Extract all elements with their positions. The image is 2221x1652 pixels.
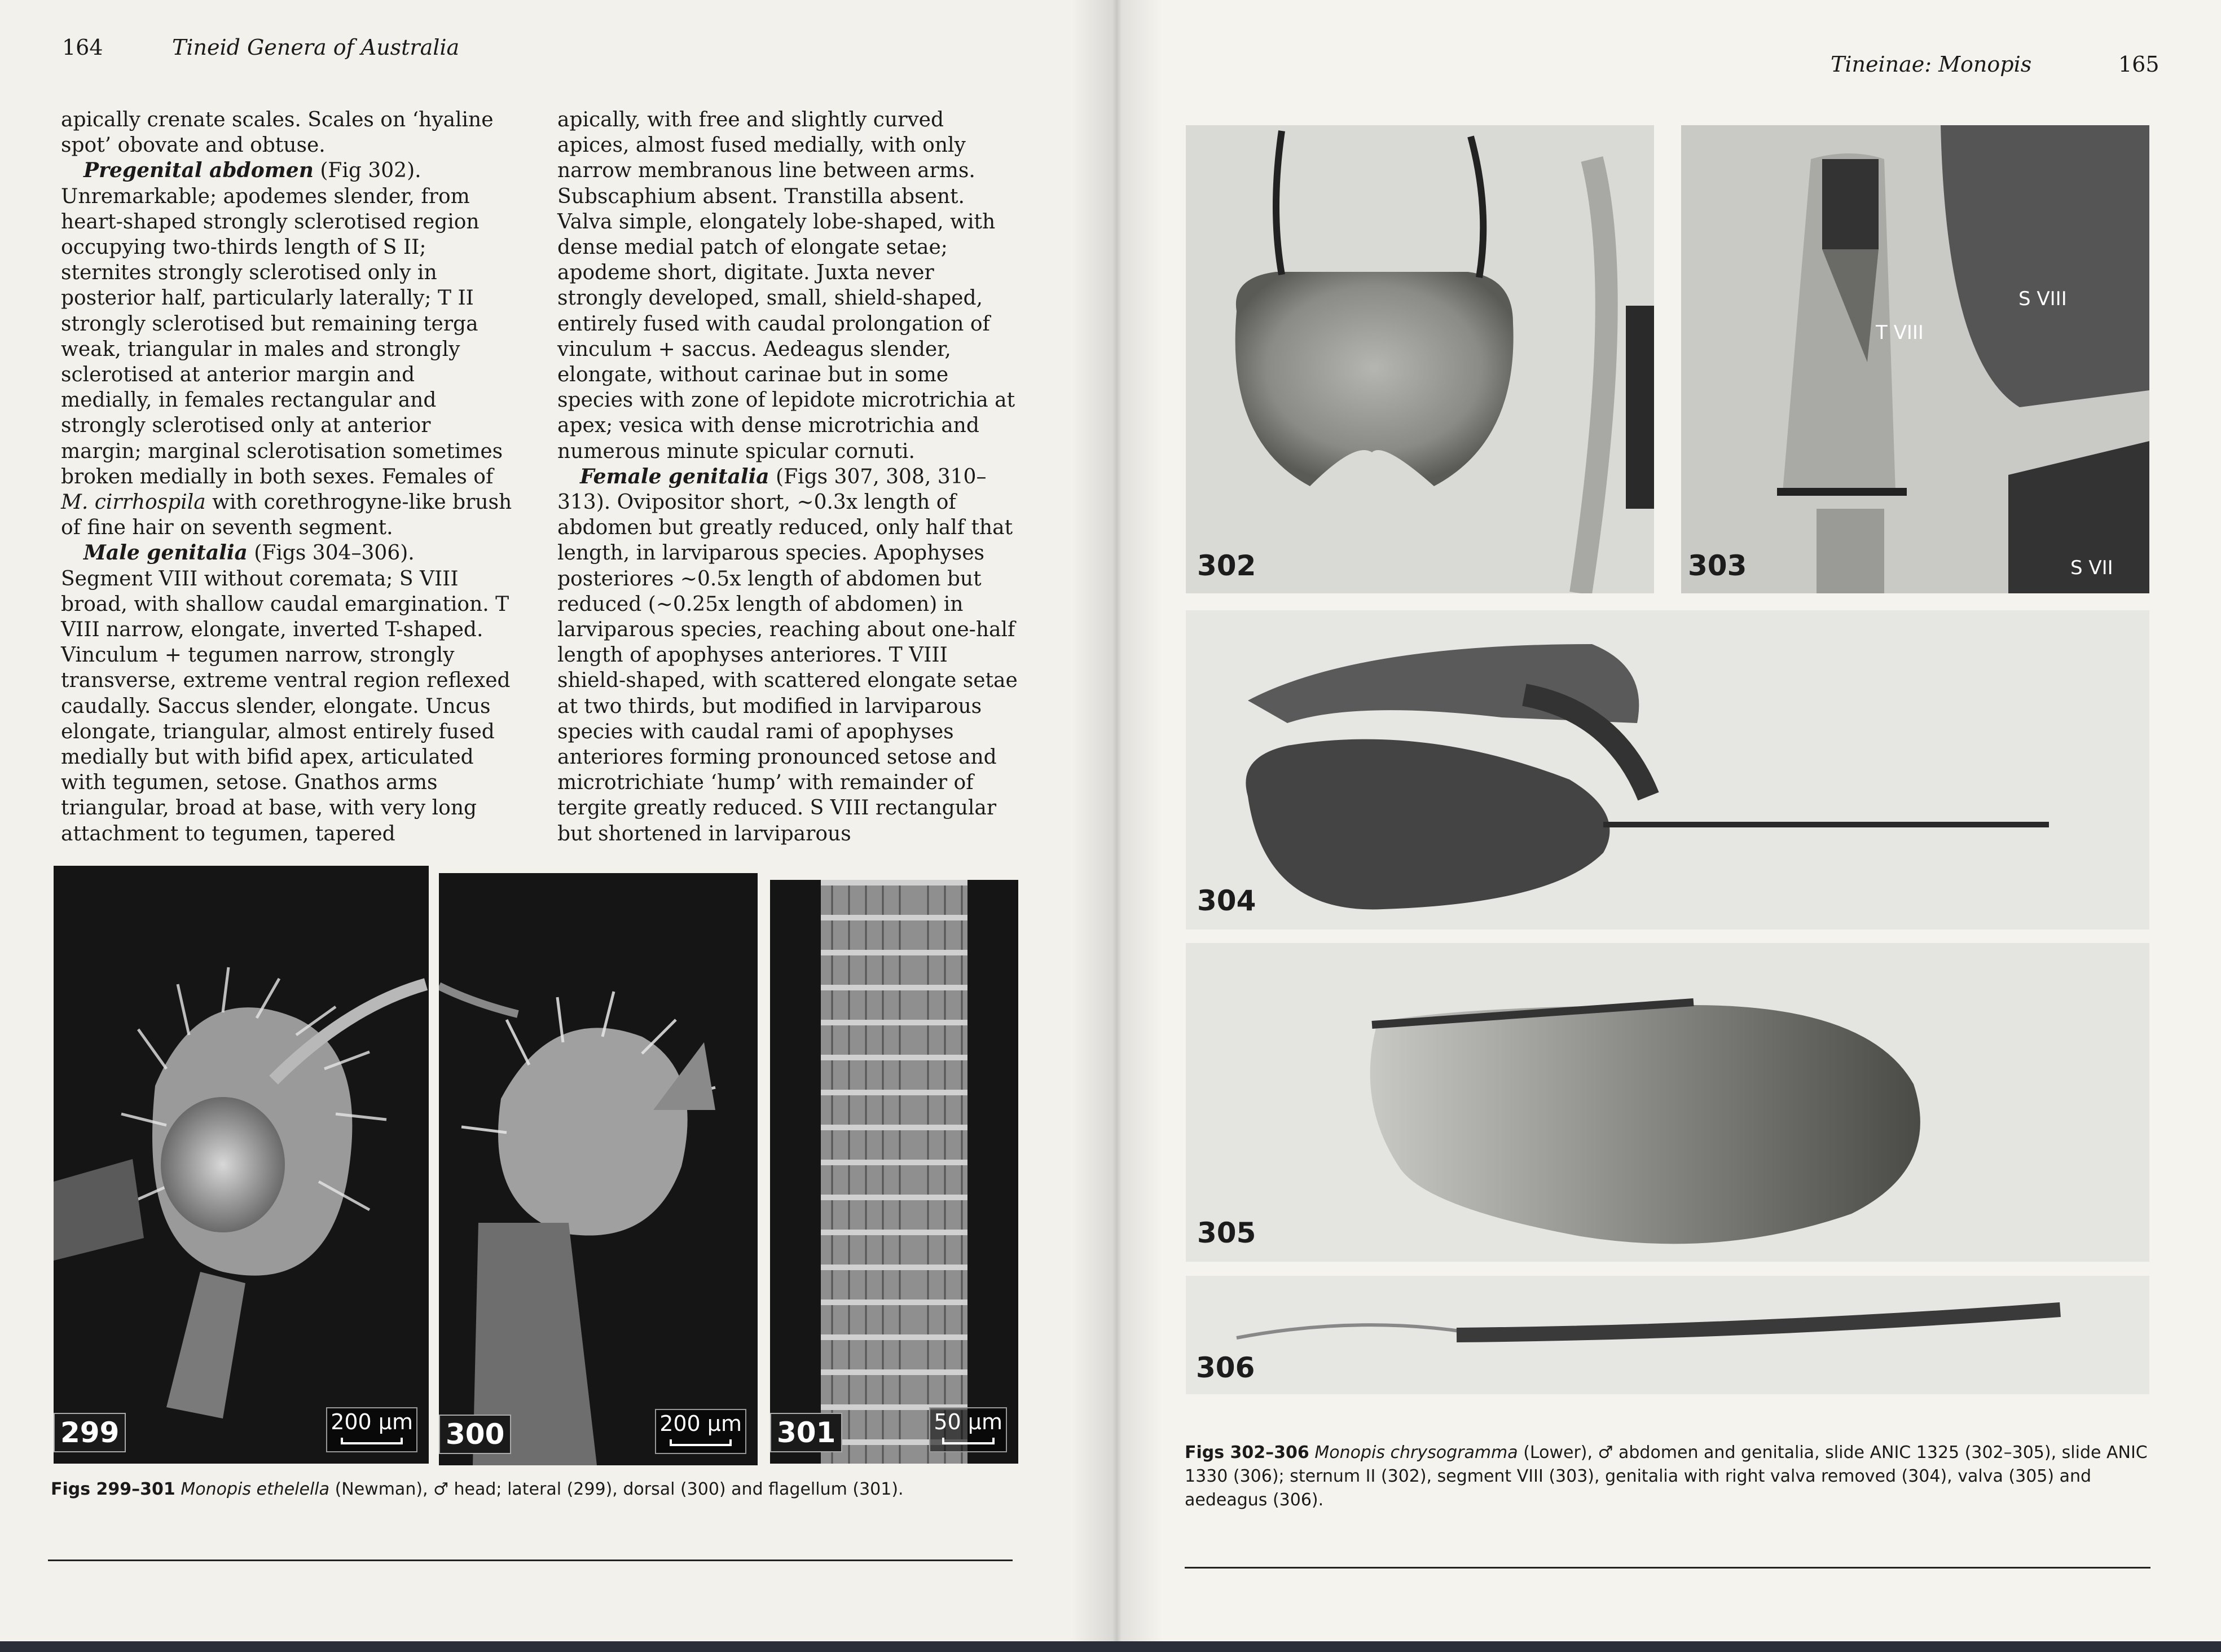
paragraph-female-genitalia: Female genitalia (Figs 307, 308, 310–313). Ovipositor short, ~0.3x length of abdomen but greatly reduced, only half that length, in larviparous species. Apophyses posteriores ~0.5x length of abdomen but reduced (~0.25x length of abdomen) in larviparous species, reaching about one-half length of apophyses anteriores. T VIII shield-shaped, with scattered elongate setae at two thirds, but modified in larviparous species with caudal rami of apophyses anteriores forming pronounced setose and microtrichiate ‘hump’ with remainder of tergite greatly reduced. S VIII rectangular but shortened in larviparous [557, 464, 1018, 845]
segment-viii-micrograph-image [1681, 125, 2149, 593]
sem-head-dorsal-image [439, 873, 758, 1465]
figure-302-photo [1186, 125, 1654, 593]
valva-micrograph-image [1186, 943, 2149, 1262]
figure-306-photo [1186, 1276, 2149, 1394]
aedeagus-micrograph-image [1186, 1276, 2149, 1394]
species-name: M. cirrhospila [61, 491, 206, 514]
figure-number: 299 [54, 1413, 126, 1452]
left-page [0, 0, 1117, 1641]
sem-flagellum-image [770, 880, 1018, 1464]
paragraph-male-genitalia: Male genitalia (Figs 304–306). Segment VIII without coremata; S VIII broad, with shallow caudal emargination. T VIII narrow, elongate, inverted T-shaped. Vinculum + tegumen narrow, strongly transverse, extreme ventral region reflexed caudally. Saccus slender, elongate. Uncus elongate, triangular, almost entirely fused medially but with bifid apex, articulated with tegumen, setose. Gnathos arms triangular, broad at base, with very long attachment to tegumen, tapered [61, 541, 511, 845]
figure-number: 302 [1197, 549, 1256, 582]
running-head: Tineid Genera of Australia [172, 35, 460, 60]
figure-299-photo [54, 866, 429, 1464]
sternum-viii-label: S VIII [2018, 288, 2067, 310]
sem-head-lateral-image [54, 866, 429, 1464]
section-heading: Pregenital abdomen [83, 158, 314, 183]
paragraph: apically, with free and slightly curved apices, almost fused medially, with only narrow membranous line between arms. Subscaphium absent. Transtilla absent. Valva simple, elongately lobe-shaped, with dense medial patch of elongate setae; apodeme short, digitate. Juxta never strongly developed, small, shield-shaped, entirely fused with caudal prolongation of vinculum + saccus. Aedeagus slender, elongate, without carinae but in some species with zone of lepidote microtrichia at apex; vesica with dense microtrichia and numerous minute spicular cornuti. [557, 108, 1015, 463]
figure-caption: Figs 302–306 Monopis chrysogramma (Lower), ♂ abdomen and genitalia, slide ANIC 1325 (302–305), slide ANIC 1330 (306); sternum II (302), segment VIII (303), genitalia with right valva removed (304), valva (305) and aedeagus (306). [1185, 1443, 2148, 1510]
right-page [1117, 0, 2221, 1641]
figure-number: 301 [770, 1413, 842, 1452]
page-number: 164 [62, 35, 103, 60]
figure-number: 303 [1688, 549, 1747, 582]
figure-number: 300 [439, 1415, 511, 1454]
sternum-micrograph-image [1186, 125, 1654, 593]
page-rule [48, 1560, 1013, 1561]
figure-304-photo [1186, 610, 2149, 929]
paragraph-pregenital: Pregenital abdomen (Fig 302). Unremarkable; apodemes slender, from heart-shaped strongly sclerotised region occupying two-thirds length of S II; sternites strongly sclerotised only in posterior half, particularly laterally; T II strongly sclerotised but remaining terga weak, triangular in males and strongly sclerotised at anterior margin and medially, in females rectangular and strongly sclerotised only at anterior margin; marginal sclerotisation sometimes broken medially in both sexes. Females of M. cirrhospila with corethrogyne-like brush of fine hair on seventh segment. [61, 158, 512, 540]
page-number: 165 [2118, 52, 2160, 77]
tergum-viii-label: T VIII [1876, 321, 1924, 344]
scale-bar: 200 µm [326, 1407, 417, 1452]
book-gutter [1072, 0, 1162, 1641]
scale-bar: 50 µm [929, 1407, 1007, 1452]
figure-number: 305 [1197, 1217, 1256, 1249]
figure-caption: Figs 299–301 Monopis ethelella (Newman), ♂ head; lateral (299), dorsal (300) and flagellum (301). [51, 1479, 904, 1499]
genitalia-micrograph-image [1186, 610, 2149, 929]
page-rule [1185, 1567, 2150, 1569]
figure-301-photo [770, 880, 1018, 1464]
section-heading: Female genitalia [580, 464, 769, 488]
paragraph: apically crenate scales. Scales on ‘hyaline spot’ obovate and obtuse. [61, 108, 494, 157]
sternum-vii-label: S VII [2070, 557, 2113, 579]
scale-bar: 200 µm [655, 1409, 746, 1454]
figure-number: 304 [1197, 884, 1256, 917]
section-heading: Male genitalia [83, 541, 248, 565]
figure-300-photo [439, 873, 758, 1465]
figure-number: 306 [1196, 1351, 1255, 1384]
text-column-2 [557, 107, 1020, 847]
running-head: Tineinae: Monopis [1831, 52, 2032, 77]
figure-303-photo [1681, 125, 2149, 593]
figure-305-photo [1186, 943, 2149, 1262]
text-column-1 [61, 107, 512, 847]
